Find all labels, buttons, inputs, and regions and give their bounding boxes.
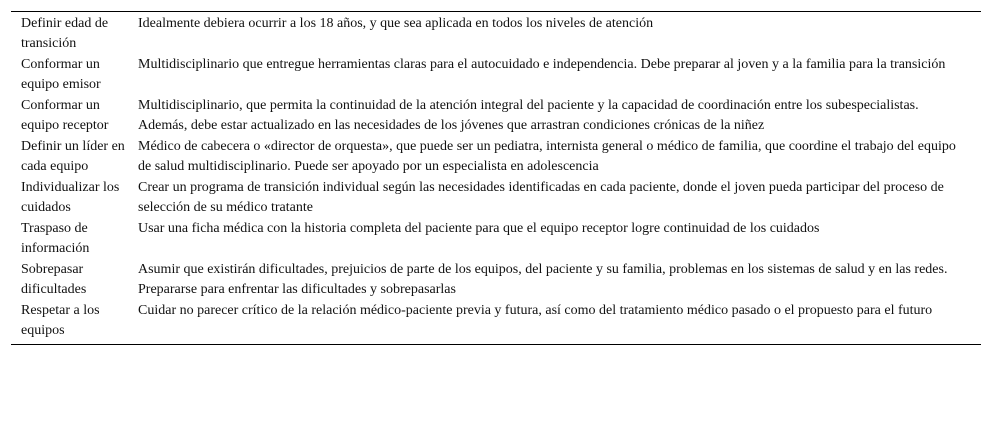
row-label: Individualizar los cuidados (21, 180, 120, 215)
table-row (11, 14, 981, 55)
table-row (11, 96, 981, 137)
table-row (11, 178, 981, 219)
table-row (11, 301, 981, 342)
row-label: Definir edad de transición (21, 16, 109, 51)
row-description: Cuidar no parecer crítico de la relación médico-paciente previa y futura, así como del tratamiento médico pasado o el propuesto para el futuro (138, 303, 933, 318)
table-row (11, 219, 981, 260)
row-description: Crear un programa de transición individual según las necesidades identificadas en cada paciente, donde el joven pueda participar del proceso de selección de su médico tratante (138, 180, 944, 215)
table (11, 14, 981, 342)
transition-table (11, 11, 981, 345)
row-label: Conformar un equipo receptor (21, 98, 109, 133)
row-description: Multidisciplinario, que permita la continuidad de la atención integral del paciente y la capacidad de coordinación entre los subespecialistas. Además, debe estar actualizado en las necesidades de los jóvenes que arrastran condiciones crónicas de la niñez (138, 98, 919, 133)
row-label: Conformar un equipo emisor (21, 57, 101, 92)
table-row (11, 260, 981, 301)
table-row (11, 137, 981, 178)
row-label: Sobrepasar dificultades (21, 262, 87, 297)
row-description: Multidisciplinario que entregue herramientas claras para el autocuidado e independencia. Debe preparar al joven y a la familia para la transición (138, 57, 946, 72)
row-description: Asumir que existirán dificultades, prejuicios de parte de los equipos, del paciente y su familia, problemas en los sistemas de salud y en las redes. Prepararse para enfrentar las dificultades y sobrepasarlas (138, 262, 948, 297)
row-description: Médico de cabecera o «director de orquesta», que puede ser un pediatra, internista general o médico de familia, que coordine el trabajo del equipo de salud multidisciplinario. Puede ser apoyado por un especialista en adolescencia (138, 139, 956, 174)
table-row (11, 55, 981, 96)
row-description: Usar una ficha médica con la historia completa del paciente para que el equipo receptor logre continuidad de los cuidados (138, 221, 820, 236)
row-label: Respetar a los equipos (21, 303, 100, 338)
row-description: Idealmente debiera ocurrir a los 18 años, y que sea aplicada en todos los niveles de atención (138, 16, 654, 31)
row-label: Definir un líder en cada equipo (21, 139, 125, 174)
row-label: Traspaso de información (21, 221, 90, 256)
